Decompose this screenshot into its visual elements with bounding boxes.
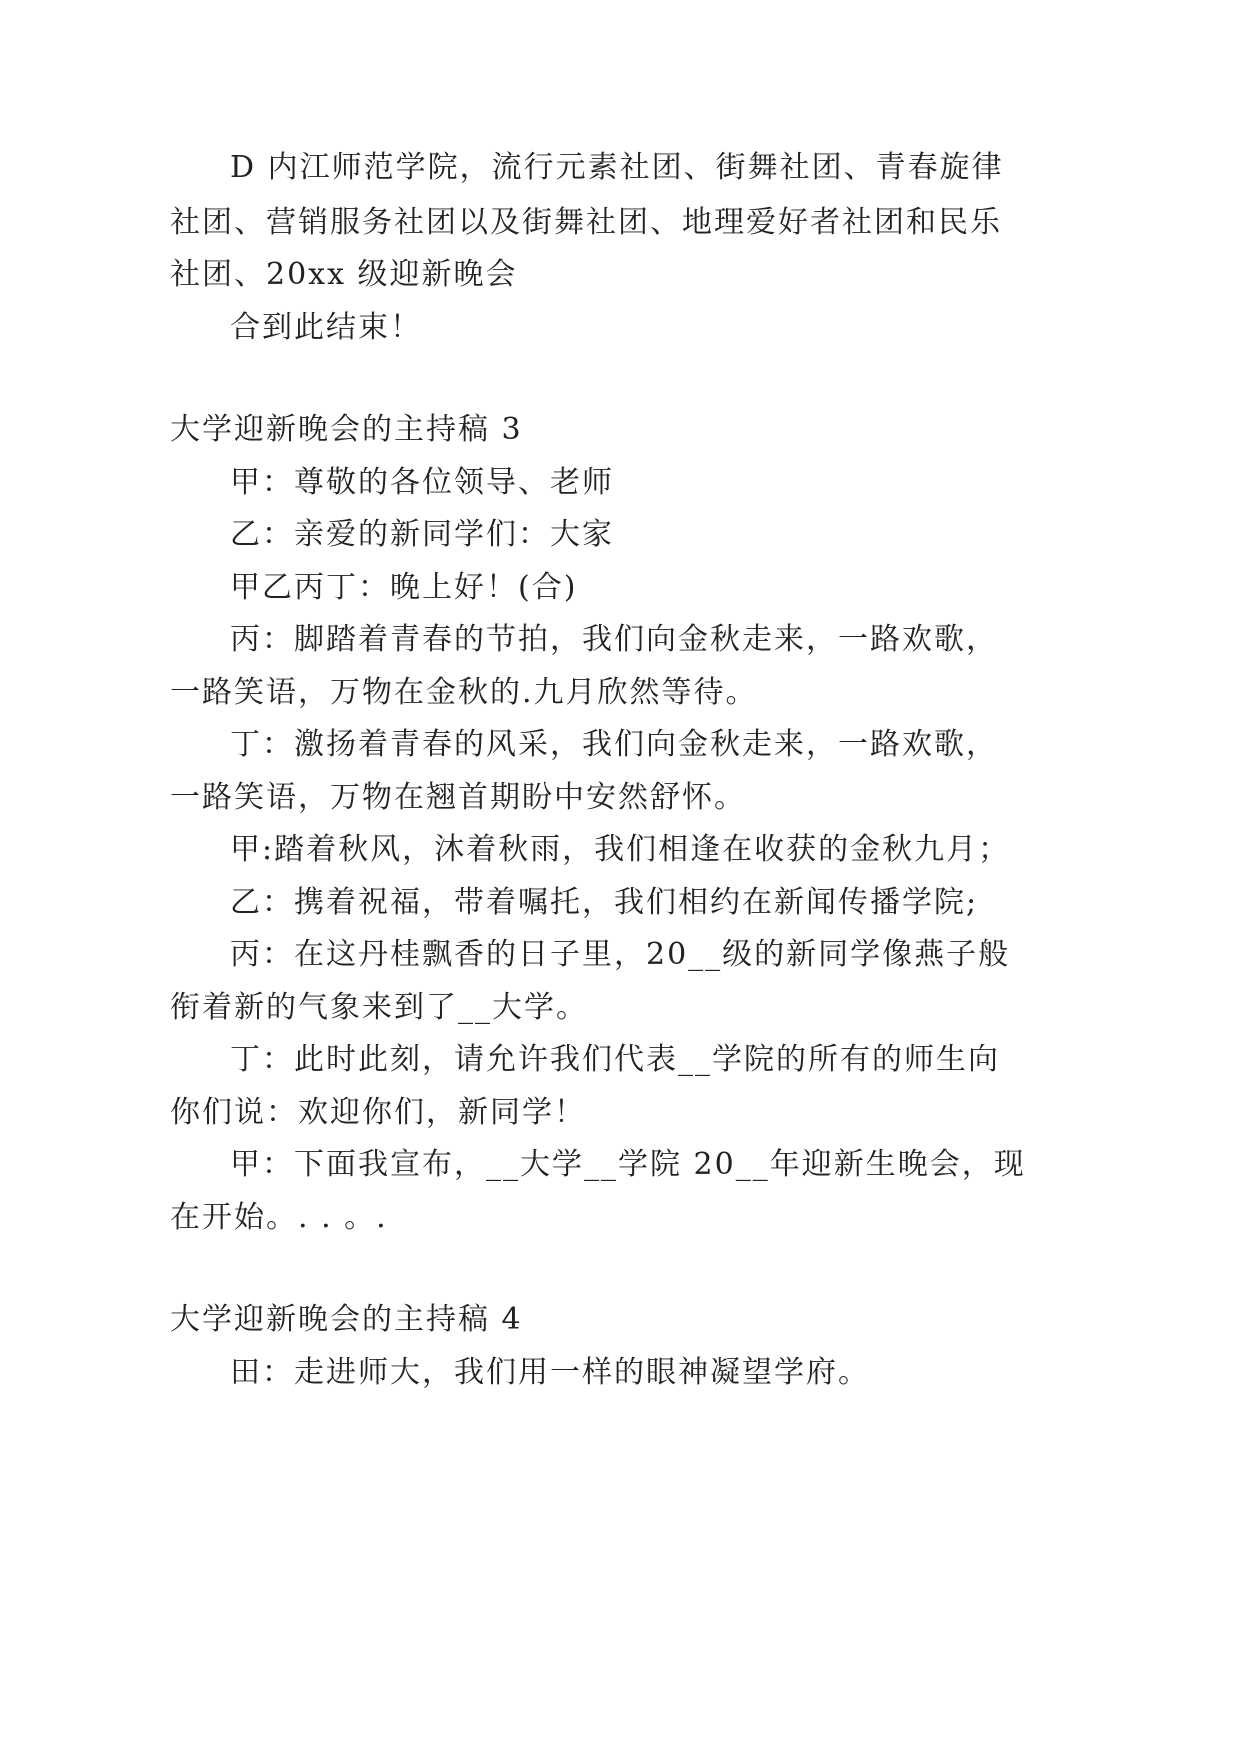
section-3-line-p3: 甲乙丙丁：晚上好！(合) [230, 570, 578, 605]
section-3-line-p8a: 丙：在这丹桂飘香的日子里，20__级的新同学像燕子般 [230, 937, 1011, 972]
section-3-line-p7: 乙：携着祝福，带着嘱托，我们相约在新闻传播学院; [230, 885, 979, 920]
section-3-line-p8b: 衔着新的气象来到了__大学。 [170, 990, 588, 1025]
section-3-line-p5a: 丁：激扬着青春的风采，我们向金秋走来，一路欢歌， [230, 727, 998, 762]
intro-line-3: 社团、20xx 级迎新晚会 [170, 257, 518, 292]
section-3-line-p2: 乙：亲爱的新同学们：大家 [230, 517, 614, 552]
section-3-line-p5b: 一路笑语，万物在翘首期盼中安然舒怀。 [170, 780, 746, 815]
section-4-line-p1: 田：走进师大，我们用一样的眼神凝望学府。 [230, 1355, 870, 1390]
section-3-line-p10a: 甲：下面我宣布，__大学__学院 20__年迎新生晚会，现 [230, 1147, 1026, 1182]
section-3-line-p9b: 你们说：欢迎你们，新同学！ [170, 1095, 586, 1130]
section-3-heading: 大学迎新晚会的主持稿 3 [170, 412, 523, 447]
intro-line-2: 社团、营销服务社团以及街舞社团、地理爱好者社团和民乐 [170, 205, 1002, 240]
section-3-line-p4a: 丙：脚踏着青春的节拍，我们向金秋走来，一路欢歌， [230, 622, 998, 657]
intro-line-1: D 内江师范学院，流行元素社团、街舞社团、青春旋律 [230, 150, 1004, 185]
section-4-heading: 大学迎新晚会的主持稿 4 [170, 1302, 523, 1337]
section-3-line-p9a: 丁：此时此刻，请允许我们代表__学院的所有的师生向 [230, 1042, 1000, 1077]
intro-closing: 合到此结束！ [230, 310, 422, 345]
section-3-line-p1: 甲：尊敬的各位领导、老师 [230, 465, 614, 500]
section-3-line-p4b: 一路笑语，万物在金秋的.九月欣然等待。 [170, 675, 758, 710]
section-3-line-p10b: 在开始。. . 。. [170, 1200, 388, 1235]
section-3-line-p6: 甲:踏着秋风，沐着秋雨，我们相逢在收获的金秋九月； [230, 832, 1011, 867]
